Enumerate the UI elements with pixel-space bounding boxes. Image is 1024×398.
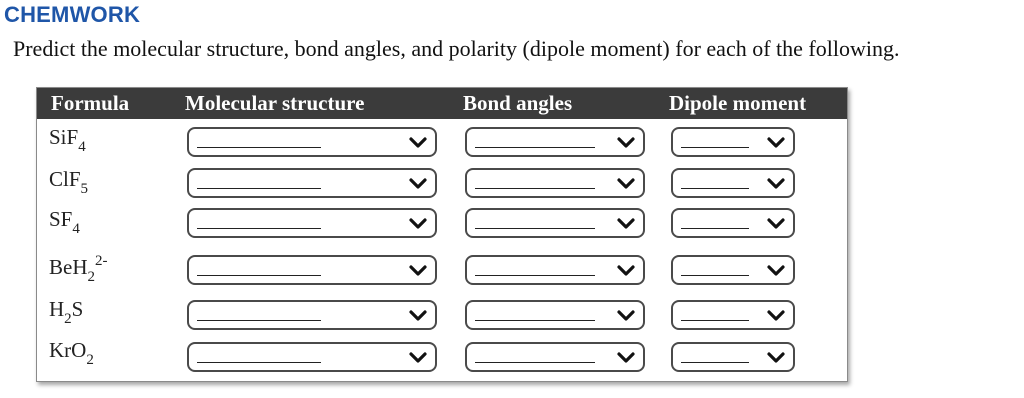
column-header-angles: Bond angles (463, 91, 573, 115)
empty-selection-line (197, 188, 321, 189)
formula-label: $SF_4$ (49, 207, 80, 237)
structure-select[interactable] (187, 300, 437, 330)
chevron-down-icon (617, 136, 635, 150)
chevron-down-icon (767, 136, 785, 150)
empty-selection-line (681, 188, 749, 189)
question-prompt: Predict the molecular structure, bond angles, and polarity (dipole moment) for each of the following. (13, 36, 900, 61)
chevron-down-icon (617, 217, 635, 231)
chevron-down-icon (409, 351, 427, 365)
chevron-down-icon (617, 309, 635, 323)
structure-select[interactable] (187, 168, 437, 198)
table-row (37, 295, 847, 335)
empty-selection-line (681, 275, 749, 276)
bond-angle-select[interactable] (465, 300, 645, 330)
empty-selection-line (681, 228, 749, 229)
chevron-down-icon (767, 177, 785, 191)
table-row (37, 205, 847, 245)
chevron-down-icon (617, 351, 635, 365)
bond-angle-select[interactable] (465, 168, 645, 198)
empty-selection-line (475, 228, 595, 229)
structure-select[interactable] (187, 127, 437, 157)
bond-angle-select[interactable] (465, 208, 645, 238)
formula-label: BeH$_2^{2-}$ (49, 253, 108, 285)
chevron-down-icon (409, 177, 427, 191)
dipole-select[interactable] (671, 168, 795, 198)
empty-selection-line (475, 275, 595, 276)
column-header-dipole: Dipole moment (669, 91, 807, 115)
formula-label: KrO$_2$ (49, 338, 94, 368)
empty-selection-line (681, 362, 749, 363)
empty-selection-line (475, 147, 595, 148)
empty-selection-line (475, 362, 595, 363)
chevron-down-icon (409, 309, 427, 323)
empty-selection-line (475, 188, 595, 189)
chevron-down-icon (767, 351, 785, 365)
table-row (37, 249, 847, 289)
empty-selection-line (197, 362, 321, 363)
formula-label: ClF$_5$ (49, 167, 89, 197)
table-row (37, 165, 847, 205)
chevron-down-icon (409, 136, 427, 150)
brand-title: CHEMWORK (4, 2, 141, 27)
empty-selection-line (475, 320, 595, 321)
empty-selection-line (197, 320, 321, 321)
chevron-down-icon (617, 177, 635, 191)
table-row (37, 124, 847, 164)
table-row (37, 336, 847, 376)
chevron-down-icon (767, 309, 785, 323)
column-header-structure: Molecular structure (185, 91, 365, 115)
table-header (37, 88, 847, 119)
chevron-down-icon (767, 264, 785, 278)
answer-table (36, 87, 848, 382)
chevron-down-icon (767, 217, 785, 231)
structure-select[interactable] (187, 208, 437, 238)
empty-selection-line (681, 147, 749, 148)
formula-label: $H_2S$ (49, 297, 84, 327)
empty-selection-line (197, 275, 321, 276)
empty-selection-line (681, 320, 749, 321)
dipole-select[interactable] (671, 208, 795, 238)
dipole-select[interactable] (671, 255, 795, 285)
structure-select[interactable] (187, 342, 437, 372)
bond-angle-select[interactable] (465, 255, 645, 285)
dipole-select[interactable] (671, 342, 795, 372)
empty-selection-line (197, 228, 321, 229)
chevron-down-icon (617, 264, 635, 278)
dipole-select[interactable] (671, 127, 795, 157)
structure-select[interactable] (187, 255, 437, 285)
bond-angle-select[interactable] (465, 342, 645, 372)
dipole-select[interactable] (671, 300, 795, 330)
formula-label: SiF$_4$ (49, 125, 86, 155)
chevron-down-icon (409, 264, 427, 278)
empty-selection-line (197, 147, 321, 148)
chevron-down-icon (409, 217, 427, 231)
column-header-formula: Formula (51, 91, 130, 115)
bond-angle-select[interactable] (465, 127, 645, 157)
